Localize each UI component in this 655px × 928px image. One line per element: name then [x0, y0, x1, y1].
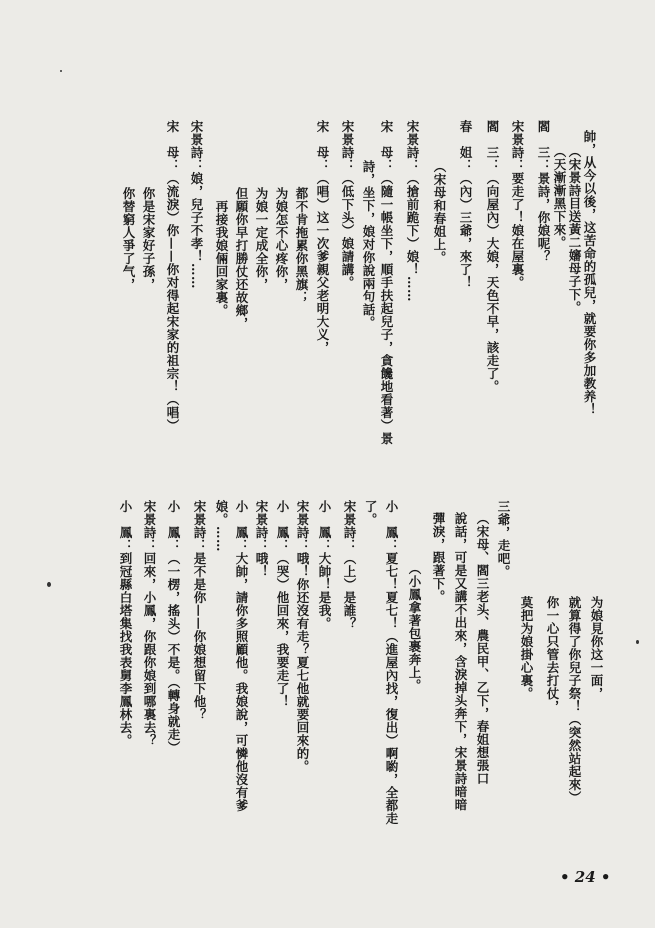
- text-column: 你替窮人爭了气，: [121, 187, 136, 291]
- text-column: 閻 三：（向屋內）大娘，天色不早，該走了。: [485, 120, 500, 393]
- text-column: 宋景詩：（上）是誰？: [342, 500, 357, 630]
- text-column: 春 姐：（內）三爺，來了！: [458, 120, 473, 289]
- text-column: 宋景詩：娘，兒子不孝！……: [189, 120, 204, 289]
- page-number: • 24 •: [560, 868, 611, 886]
- text-column: 閻 三：景詩，你娘呢？: [536, 120, 551, 263]
- text-column: 小 鳳：夏七！夏七！（進屋內找，復出）啊喲，全都走: [384, 500, 399, 825]
- scan-speck: [47, 582, 51, 587]
- text-column: 了。: [363, 500, 378, 526]
- text-column: 帥，从今以後，这苦命的孤兒，就要你多加教养！: [582, 130, 597, 416]
- text-column: 娘。……: [214, 500, 229, 552]
- text-column: （宋景詩目送黃二嬸母子下。: [567, 145, 582, 314]
- text-column: 莫把为娘掛心裏。: [519, 596, 534, 700]
- text-column: 宋 母：（流淚）你——你对得起宋家的祖宗！（唱）: [165, 120, 180, 432]
- text-column: 小 鳳：大帥！是我。: [317, 500, 332, 630]
- text-column: 就算得了你兒子祭！（突然站起來）: [567, 596, 582, 804]
- text-column: 宋 母：（隨一帳坐下，順手扶起兒子，貪饞地看著）景: [379, 120, 394, 445]
- text-column: 为娘見你这一面，: [589, 596, 604, 700]
- text-column: 宋景詩：要走了！娘在屋裏。: [510, 120, 525, 289]
- text-column: 你是宋家好子孫，: [141, 187, 156, 291]
- text-column: （天漸漸黑下來。: [552, 145, 567, 249]
- text-column: 宋景詩：（搶前跪下）娘！……: [405, 120, 420, 302]
- text-column: （宋母和春姐上。: [432, 160, 447, 264]
- text-column: 小 鳳：（哭）他回來，我要走了！: [275, 500, 290, 708]
- text-column: 宋景詩：（低下头）娘請講。: [340, 120, 355, 289]
- text-column: 小 鳳：大帥，請你多照顧他。我娘說，可憐他沒有爹: [234, 500, 249, 812]
- text-column: 你一心只管去打仗，: [545, 596, 560, 713]
- text-column: 三爺，走吧。: [496, 500, 511, 578]
- text-column: 但願你早打勝仗还故鄉，: [234, 187, 249, 330]
- text-column: 为娘一定成全你，: [254, 187, 269, 291]
- text-column: 为娘怎不心疼你，: [274, 187, 289, 291]
- text-column: （小鳳拿著包裹奔上。: [407, 562, 422, 692]
- text-column: 說話，可是又講不出來，含淚掉头奔下，宋景詩暗暗: [453, 512, 468, 811]
- scan-speck: [636, 640, 639, 644]
- text-column: （宋母、閻三老头、農民甲、乙下，春姐想張口: [475, 512, 490, 785]
- text-column: 彈淚，跟著下。: [431, 512, 446, 603]
- text-column: 都不肯拖累你黑旗；: [294, 187, 309, 304]
- text-column: 小 鳳：（一楞，搖头）不是。（轉身就走）: [166, 500, 181, 754]
- text-column: 詩，坐下，娘对你說兩句話。: [361, 160, 376, 329]
- text-column: 宋景詩：哦！你还沒有走？夏七他就要回來的。: [295, 500, 310, 773]
- text-column: 再接我娘倆回家裏。: [214, 200, 229, 317]
- text-column: 宋 母：（唱）这一次爹親父老明大义，: [315, 120, 330, 354]
- text-column: 宋景詩：回來，小鳳，你跟你娘到哪裏去？: [142, 500, 157, 747]
- text-column: 小 鳳：到冠縣白塔集找我表舅李鳳林去。: [118, 500, 133, 747]
- text-column: 宋景詩：哦！: [254, 500, 269, 578]
- scan-speck: [60, 70, 62, 72]
- text-column: 宋景詩：是不是你——你娘想留下他？: [192, 500, 207, 721]
